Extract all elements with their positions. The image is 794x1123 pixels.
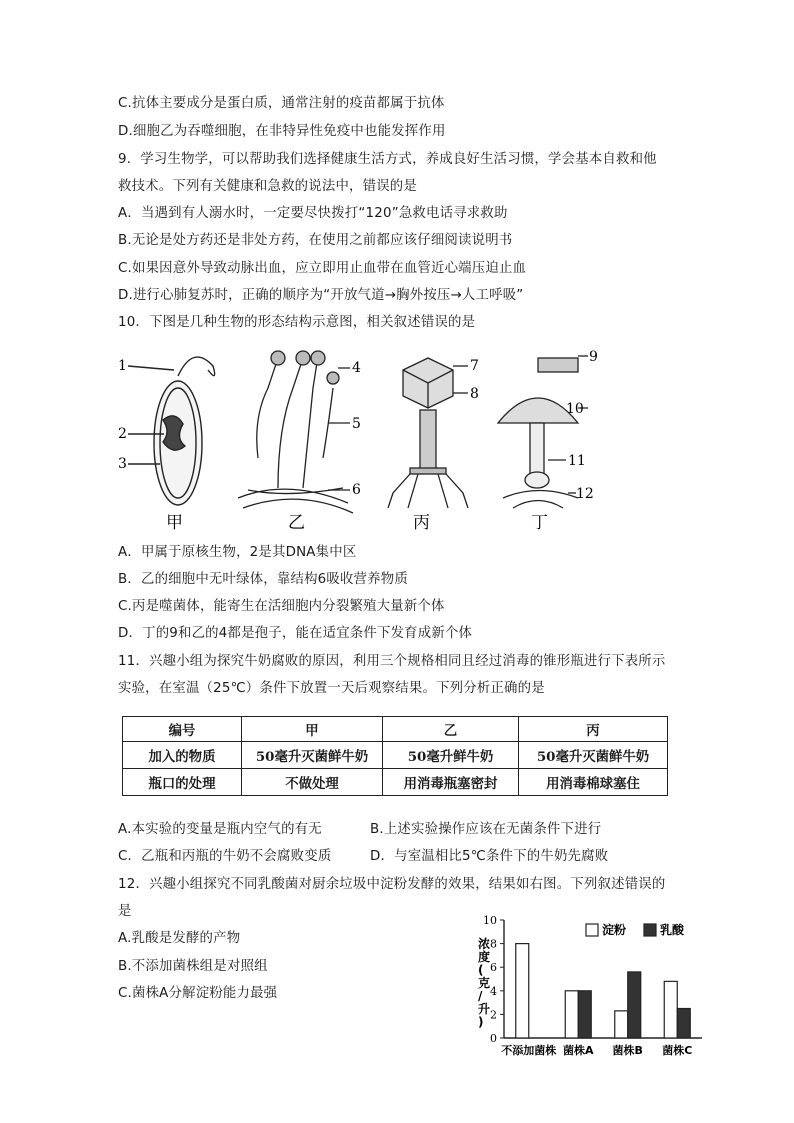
q11-stem-line1: 11．兴趣小组为探究牛奶腐败的原因，利用三个规格相同且经过消毒的锥形瓶进行下表所示: [118, 654, 666, 669]
chart-bars: [516, 944, 691, 1038]
fig-number-5: 5: [352, 416, 361, 432]
fig-number-6: 6: [352, 482, 361, 498]
fig-number-8: 8: [470, 386, 479, 402]
q12-option-a: A.乳酸是发酵的产物: [118, 931, 241, 946]
q9-option-a: A．当遇到有人溺水时，一定要尽快拨打“120”急救电话寻求救助: [118, 206, 508, 221]
table-cell: 50毫升灭菌鲜牛奶: [519, 742, 668, 769]
category-label: 菌株A: [562, 1044, 594, 1057]
table-cell: 50毫升灭菌鲜牛奶: [242, 742, 383, 769]
bar-淀粉: [615, 1011, 628, 1038]
q9-option-d: D.进行心肺复苏时，正确的顺序为“开放气道→胸外按压→人工呼吸”: [118, 288, 524, 303]
table-header-cell: 甲: [242, 717, 383, 742]
category-label: 不添加菌株: [501, 1044, 557, 1057]
y-tick-label: 6: [490, 961, 497, 975]
q10-option-b: B．乙的细胞中无叶绿体，靠结构6吸收营养物质: [118, 572, 408, 587]
table-header-cell: 丙: [519, 717, 668, 742]
q12-option-b: B.不添加菌株组是对照组: [118, 959, 268, 974]
fig-number-4: 4: [352, 360, 361, 376]
q10-stem: 10．下图是几种生物的形态结构示意图，相关叙述错误的是: [118, 315, 476, 330]
y-tick-label: 2: [490, 1008, 497, 1022]
fig-number-11: 11: [568, 453, 586, 469]
category-label: 菌株B: [612, 1044, 643, 1057]
fig-number-12: 12: [576, 486, 594, 502]
legend-swatch-乳酸: [644, 924, 656, 936]
q10-option-c: C.丙是噬菌体，能寄生在活细胞内分裂繁殖大量新个体: [118, 599, 445, 614]
fig-number-9: 9: [589, 349, 598, 365]
category-label: 菌株C: [662, 1044, 693, 1057]
fig-number-3: 3: [118, 456, 127, 472]
q9-stem-line1: 9．学习生物学，可以帮助我们选择健康生活方式，养成良好生活习惯，学会基本自救和他: [118, 152, 657, 167]
table-cell: 瓶口的处理: [123, 769, 242, 796]
organism-figure: [118, 348, 598, 538]
y-axis-label: 浓度(克/升): [478, 937, 491, 1029]
fig-label-ding: 丁: [531, 513, 548, 533]
fig-number-7: 7: [470, 358, 479, 374]
experiment-table: [122, 716, 668, 796]
q11-option-d: D．与室温相比5℃条件下的牛奶先腐败: [370, 849, 609, 864]
y-tick-label: 10: [483, 914, 497, 927]
legend-label: 乳酸: [660, 923, 685, 937]
fig-number-1: 1: [118, 358, 127, 374]
table-cell: 不做处理: [242, 769, 383, 796]
fermentation-bar-chart: [470, 912, 710, 1062]
y-tick-label: 0: [490, 1032, 497, 1045]
q8-option-c: C.抗体主要成分是蛋白质，通常注射的疫苗都属于抗体: [118, 96, 445, 111]
table-cell: 用消毒瓶塞密封: [383, 769, 519, 796]
q12-stem-line2: 是: [118, 904, 132, 919]
q11-option-c: C．乙瓶和丙瓶的牛奶不会腐败变质: [118, 849, 332, 864]
bar-乳酸: [578, 991, 591, 1038]
table-row: [123, 769, 668, 796]
table-row: [123, 742, 668, 769]
fig-label-yi: 乙: [288, 513, 305, 533]
fig-label-jia: 甲: [166, 513, 183, 533]
q9-option-b: B.无论是处方药还是非处方药，在使用之前都应该仔细阅读说明书: [118, 233, 513, 248]
table-header-cell: 编号: [123, 717, 242, 742]
y-tick-label: 4: [490, 984, 497, 998]
q11-option-b: B.上述实验操作应该在无菌条件下进行: [370, 822, 602, 837]
legend-label: 淀粉: [602, 923, 627, 937]
q10-option-a: A．甲属于原核生物，2是其DNA集中区: [118, 545, 357, 560]
q12-option-c: C.菌株A分解淀粉能力最强: [118, 986, 278, 1001]
bar-淀粉: [565, 991, 578, 1038]
bar-淀粉: [516, 944, 529, 1038]
q12-stem-line1: 12．兴趣小组探究不同乳酸菌对厨余垃圾中淀粉发酵的效果，结果如右图。下列叙述错误的: [118, 877, 666, 892]
q11-option-a: A.本实验的变量是瓶内空气的有无: [118, 822, 322, 837]
bar-乳酸: [628, 972, 641, 1038]
y-tick-label: 8: [490, 937, 497, 951]
bar-乳酸: [677, 1009, 690, 1039]
bar-淀粉: [664, 981, 677, 1038]
table-cell: 用消毒棉球塞住: [519, 769, 668, 796]
fig-label-bing: 丙: [413, 513, 430, 533]
q9-stem-line2: 救技术。下列有关健康和急救的说法中，错误的是: [118, 179, 417, 194]
legend-swatch-淀粉: [586, 924, 598, 936]
q10-option-d: D．丁的9和乙的4都是孢子，能在适宜条件下发育成新个体: [118, 626, 473, 641]
fig-number-2: 2: [118, 426, 127, 442]
bacterium-diagram: [128, 357, 215, 505]
q9-option-c: C.如果因意外导致动脉出血，应立即用止血带在血管近心端压迫止血: [118, 261, 527, 276]
table-cell: 50毫升鲜牛奶: [383, 742, 519, 769]
table-header-cell: 乙: [383, 717, 519, 742]
q11-stem-line2: 实验，在室温（25℃）条件下放置一天后观察结果。下列分析正确的是: [118, 681, 545, 696]
mold-diagram: [238, 351, 353, 513]
phage-diagram: [388, 358, 468, 508]
q8-option-d: D.细胞乙为吞噬细胞，在非特异性免疫中也能发挥作用: [118, 124, 446, 139]
table-header-row: [123, 717, 668, 742]
mushroom-diagram: [498, 356, 588, 508]
fig-number-10: 10: [566, 401, 584, 417]
table-cell: 加入的物质: [123, 742, 242, 769]
